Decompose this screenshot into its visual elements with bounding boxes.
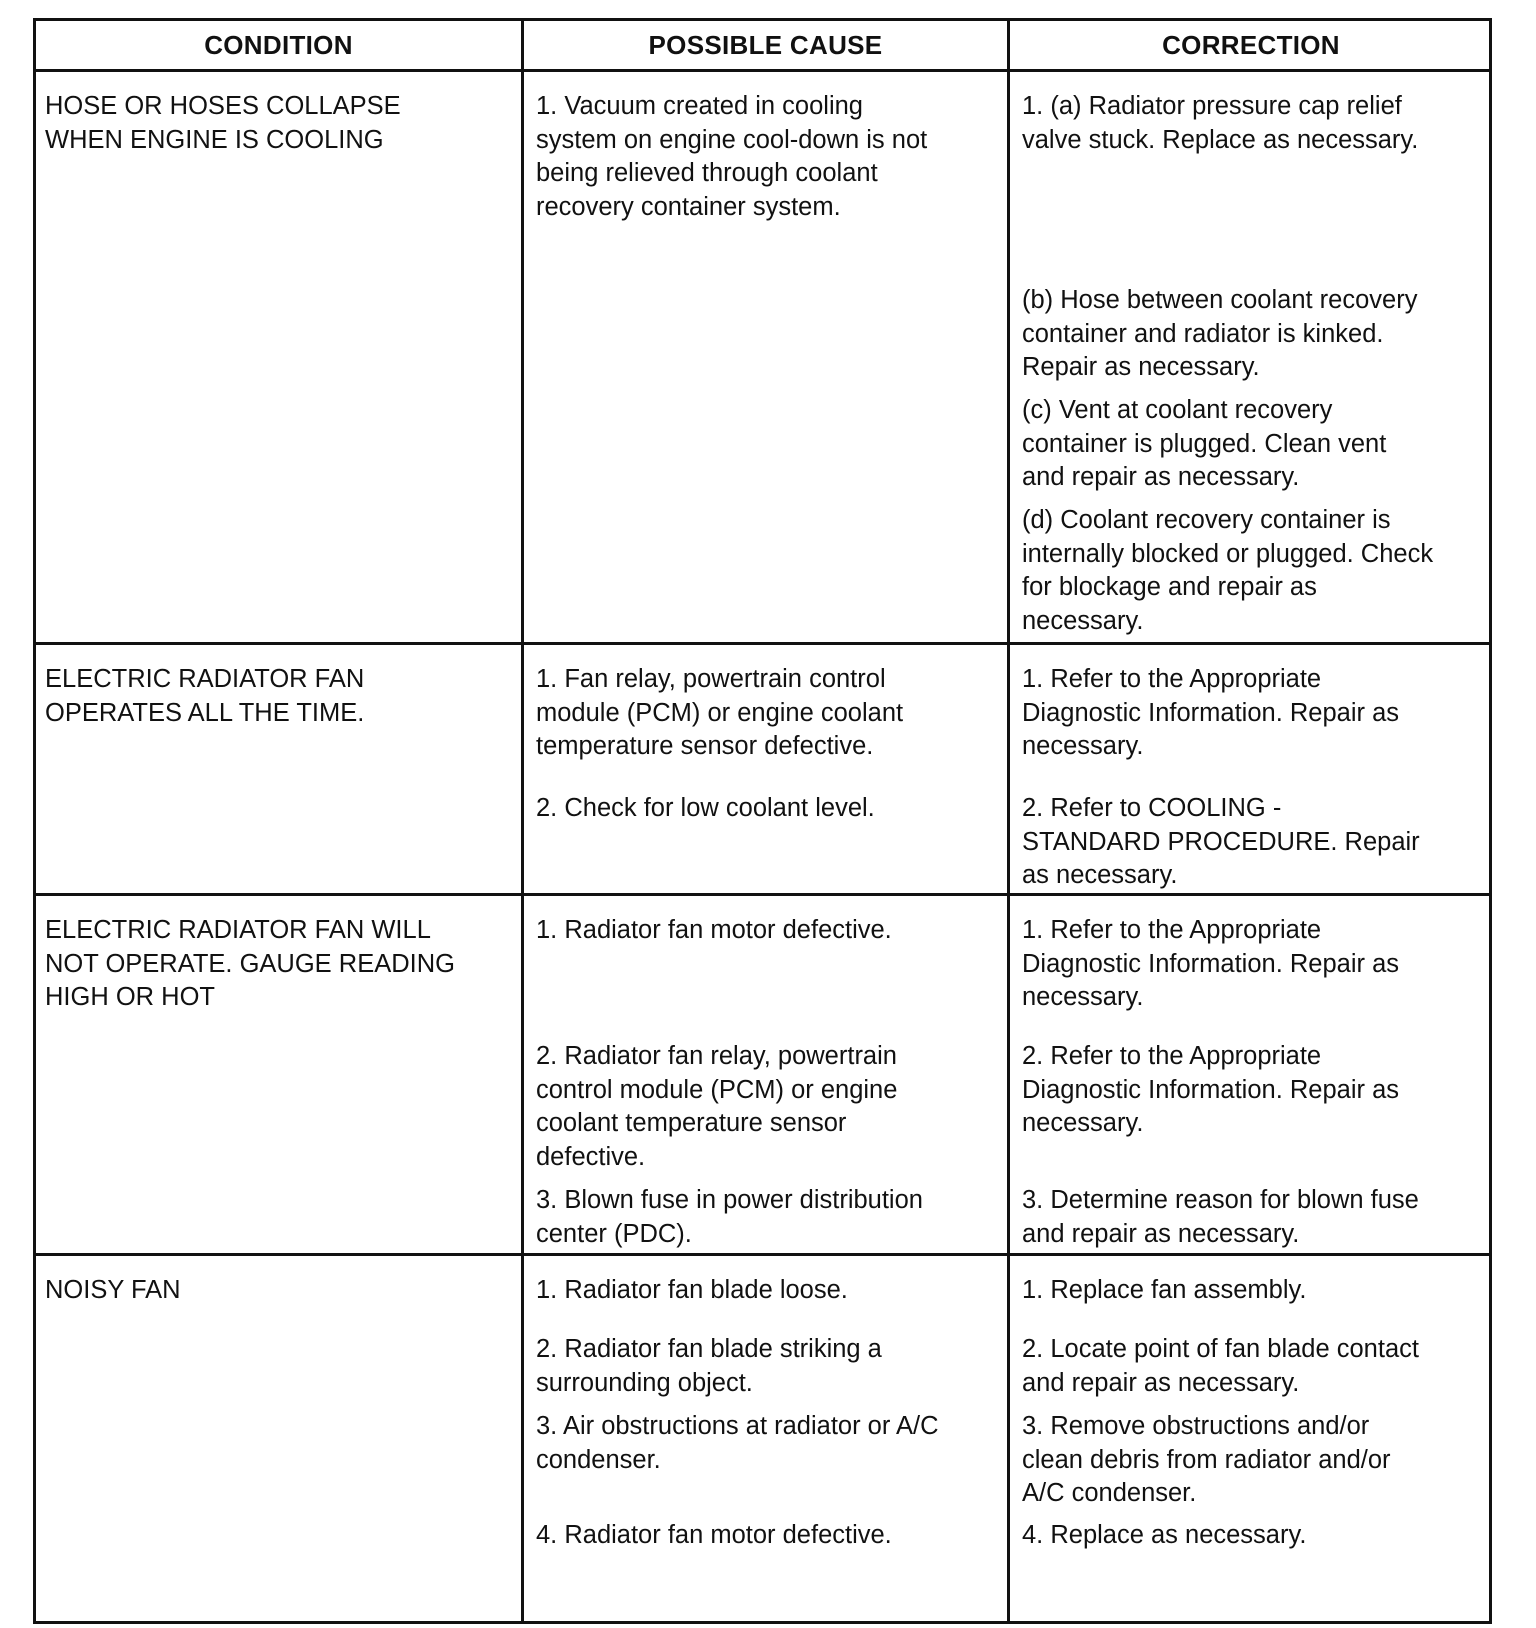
- cause-cell: 3. Air obstructions at radiator or A/C condenser.: [536, 1412, 939, 1474]
- cause-cell: 2. Check for low coolant level.: [536, 794, 875, 822]
- correction-cell: 2. Refer to the Appropriate Diagnostic Information. Repair as necessary.: [1022, 1042, 1400, 1137]
- correction-cell: 1. Refer to the Appropriate Diagnostic Information. Repair as necessary.: [1022, 916, 1400, 1011]
- column-divider: [1007, 21, 1010, 1621]
- correction-cell: 1. (a) Radiator pressure cap relief valve stuck. Replace as necessary.: [1022, 92, 1419, 154]
- cause-cell: 1. Fan relay, powertrain control module (PCM) or engine coolant temperature sensor defective.: [536, 665, 904, 760]
- cause-cell: 2. Radiator fan blade striking a surrounding object.: [536, 1335, 882, 1397]
- cause-cell: 1. Vacuum created in cooling system on engine cool-down is not being relieved through coolant recovery container system.: [536, 92, 928, 221]
- correction-cell: 1. Replace fan assembly.: [1022, 1276, 1307, 1304]
- header-correction: CORRECTION: [1162, 30, 1340, 60]
- correction-cell: 1. Refer to the Appropriate Diagnostic Information. Repair as necessary.: [1022, 665, 1400, 760]
- correction-cell: 4. Replace as necessary.: [1022, 1521, 1307, 1549]
- header-divider: [36, 69, 1489, 72]
- header-condition: CONDITION: [204, 30, 353, 60]
- cause-cell: 1. Radiator fan motor defective.: [536, 916, 892, 944]
- correction-cell: 3. Determine reason for blown fuse and repair as necessary.: [1022, 1186, 1419, 1248]
- condition-cell: HOSE OR HOSES COLLAPSE WHEN ENGINE IS COOLING: [45, 92, 401, 154]
- correction-cell: 2. Locate point of fan blade contact and repair as necessary.: [1022, 1335, 1419, 1397]
- condition-cell: ELECTRIC RADIATOR FAN OPERATES ALL THE TIME.: [45, 665, 365, 727]
- header-possible-cause: POSSIBLE CAUSE: [648, 30, 883, 60]
- condition-cell: NOISY FAN: [45, 1276, 181, 1304]
- correction-cell: 3. Remove obstructions and/or clean debris from radiator and/or A/C condenser.: [1022, 1412, 1391, 1507]
- column-divider: [521, 21, 524, 1621]
- diagnosis-table: [33, 18, 1492, 1624]
- cause-cell: 1. Radiator fan blade loose.: [536, 1276, 848, 1304]
- row-divider: [36, 642, 1489, 645]
- correction-cell: 2. Refer to COOLING - STANDARD PROCEDURE. Repair as necessary.: [1022, 794, 1420, 889]
- cause-cell: 2. Radiator fan relay, powertrain control module (PCM) or engine coolant temperature sensor defective.: [536, 1042, 898, 1171]
- condition-cell: ELECTRIC RADIATOR FAN WILL NOT OPERATE. GAUGE READING HIGH OR HOT: [45, 916, 455, 1011]
- correction-cell: (d) Coolant recovery container is internally blocked or plugged. Check for blockage and repair as necessary.: [1022, 506, 1434, 635]
- correction-cell: (c) Vent at coolant recovery container is plugged. Clean vent and repair as necessary.: [1022, 396, 1387, 491]
- cause-cell: 3. Blown fuse in power distribution center (PDC).: [536, 1186, 923, 1248]
- row-divider: [36, 1253, 1489, 1256]
- row-divider: [36, 893, 1489, 896]
- correction-cell: (b) Hose between coolant recovery container and radiator is kinked. Repair as necessary.: [1022, 286, 1418, 381]
- cause-cell: 4. Radiator fan motor defective.: [536, 1521, 892, 1549]
